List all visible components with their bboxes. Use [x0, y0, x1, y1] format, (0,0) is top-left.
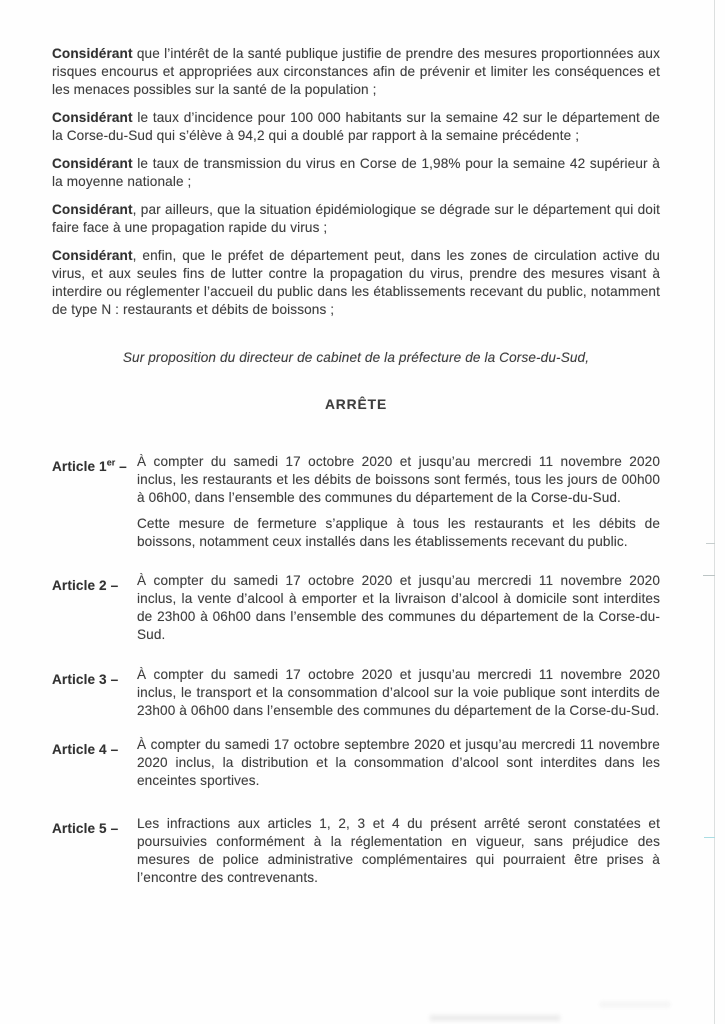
- article-3-label: [52, 666, 137, 720]
- scan-smudge-artifact: [600, 1002, 670, 1007]
- article-3-label-text: [52, 672, 118, 687]
- article-5-label-text: [52, 821, 118, 836]
- scan-tick-artifact: [703, 575, 715, 576]
- article-1-paragraph-2: Cette mesure de fermeture s’applique à tous les restaurants et les débits de boissons, notamment ceux installés dans les établissements recevant du public.: [137, 516, 660, 549]
- article-number: Article 5: [52, 820, 107, 836]
- proposition-line: Sur proposition du directeur de cabinet de la préfecture de la Corse-du-Sud,: [122, 350, 590, 365]
- article-2: [52, 572, 660, 644]
- considerant-text: que l’intérêt de la santé publique justifie de prendre des mesures proportionnées aux risques encourus et appropriées aux circonstances afin de prévenir et limiter les conséquences et les menaces possibles sur la santé de la population ;: [52, 46, 660, 97]
- article-1: [52, 453, 660, 551]
- considerant-label: Considérant: [52, 202, 133, 217]
- article-4-body: [137, 736, 660, 790]
- article-2-label-text: [52, 578, 118, 593]
- considerant-label: Considérant: [52, 156, 133, 171]
- article-1-paragraph-1: À compter du samedi 17 octobre 2020 et jusqu’au mercredi 11 novembre 2020 inclus, les restaurants et les débits de boissons sont fermés, tous les jours de 00h00 à 06h00, dans l’ensemble des communes du département de la Corse-du-Sud.: [137, 454, 660, 505]
- scan-tick-artifact: [704, 837, 715, 838]
- article-2-label: [52, 572, 137, 644]
- considerant-paragraph-2: [52, 109, 660, 145]
- article-number-suffix: er: [106, 457, 116, 467]
- article-4-label-text: [52, 742, 118, 757]
- article-dash: –: [106, 741, 119, 757]
- article-5: [52, 815, 660, 887]
- article-4-paragraph-1: À compter du samedi 17 octobre septembre 2020 et jusqu’au mercredi 11 novembre 2020 inclus, la distribution et la consommation d’alcool sont interdites dans les enceintes sportives.: [137, 737, 660, 788]
- considerant-text: , par ailleurs, que la situation épidémiologique se dégrade sur le département qui doit faire face à une propagation rapide du virus ;: [52, 202, 660, 235]
- article-1-label-text: [52, 459, 127, 474]
- scan-smudge-artifact: [430, 1015, 560, 1021]
- article-number: Article 4: [52, 741, 107, 757]
- document-content: [52, 45, 660, 887]
- considerant-paragraph-5: [52, 247, 660, 319]
- article-dash: –: [106, 577, 119, 593]
- considerant-label: Considérant: [52, 110, 133, 125]
- considerant-paragraph-4: [52, 201, 660, 237]
- article-number: Article 3: [52, 671, 107, 687]
- article-5-body: [137, 815, 660, 887]
- scan-tick-artifact: [706, 543, 715, 544]
- article-dash: –: [106, 820, 119, 836]
- article-2-body: [137, 572, 660, 644]
- article-dash: –: [115, 458, 127, 474]
- considerant-text: le taux de transmission du virus en Corse de 1,98% pour la semaine 42 supérieur à la moyenne nationale ;: [52, 156, 660, 189]
- article-3-body: [137, 666, 660, 720]
- decree-heading: ARRÊTE: [324, 397, 388, 412]
- article-5-label: [52, 815, 137, 887]
- article-3: [52, 666, 660, 720]
- article-number: Article 1: [52, 458, 107, 474]
- article-5-paragraph-1: Les infractions aux articles 1, 2, 3 et 4 du présent arrêté seront constatées et poursuivies conformément à la réglementation en vigueur, sans préjudice des mesures de police administrative complémentaires qui pourraient être prises à l’encontre des contrevenants.: [137, 816, 660, 885]
- scan-edge-line-artifact: [714, 0, 715, 1024]
- article-1-label: [52, 453, 137, 551]
- considerant-paragraph-3: [52, 155, 660, 191]
- article-dash: –: [106, 671, 119, 687]
- article-4-label: [52, 736, 137, 790]
- article-number: Article 2: [52, 577, 107, 593]
- considerant-label: Considérant: [52, 46, 133, 61]
- considerant-text: le taux d’incidence pour 100 000 habitants sur la semaine 42 sur le département de la Corse-du-Sud qui s’élève à 94,2 qui a doublé par rapport à la semaine précédente ;: [52, 110, 660, 143]
- article-1-body: [137, 453, 660, 551]
- considerant-text: , enfin, que le préfet de département peut, dans les zones de circulation active du virus, et aux seules fins de lutter contre la propagation du virus, prendre des mesures visant à interdire ou réglementer l’accueil du public dans les établissements recevant du public, notamment de type N : restaurants et débits de boissons ;: [52, 248, 660, 317]
- considerant-paragraph-1: [52, 45, 660, 99]
- article-3-paragraph-1: À compter du samedi 17 octobre 2020 et jusqu’au mercredi 11 novembre 2020 inclus, le transport et la consommation d’alcool sur la voie publique sont interdits de 23h00 à 06h00 dans l’ensemble des communes du département de la Corse-du-Sud.: [137, 667, 660, 718]
- article-4: [52, 736, 660, 790]
- article-2-paragraph-1: À compter du samedi 17 octobre 2020 et jusqu’au mercredi 11 novembre 2020 inclus, la vente d’alcool à emporter et la livraison d’alcool à domicile sont interdites de 23h00 à 06h00 dans l’ensemble des communes du département de la Corse-du-Sud.: [137, 573, 660, 642]
- considerant-label: Considérant: [52, 248, 133, 263]
